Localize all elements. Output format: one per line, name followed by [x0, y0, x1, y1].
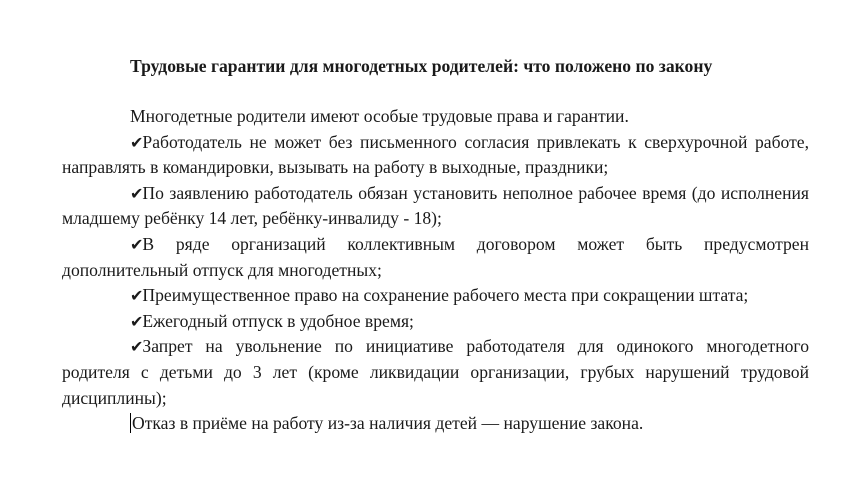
document-body — [62, 104, 809, 437]
list-item — [62, 130, 809, 181]
list-item — [62, 334, 809, 411]
list-item — [62, 309, 809, 335]
list-item-text: В ряде организаций коллективным договором может быть предусмотрен дополнительный отпуск для многодетных; — [62, 233, 809, 280]
list-item — [62, 232, 809, 283]
list-item-text: По заявлению работодатель обязан установить неполное рабочее время (до исполнения младшему ребёнку 14 лет, ребёнку-инвалиду - 18); — [62, 182, 809, 229]
list-item-text: Ежегодный отпуск в удобное время; — [142, 310, 414, 331]
check-icon: ✔ — [130, 337, 143, 357]
check-icon: ✔ — [130, 132, 143, 152]
closing-text[interactable]: Отказ в приёме на работу из-за наличия детей — нарушение закона. — [132, 413, 644, 434]
document-title: Трудовые гарантии для многодетных родителей: что положено по закону — [130, 56, 713, 76]
intro-paragraph: Многодетные родители имеют особые трудовые права и гарантии. — [130, 106, 629, 126]
text-cursor — [130, 413, 131, 433]
check-icon: ✔ — [130, 311, 143, 331]
list-item — [62, 283, 809, 309]
list-item-text: Преимущественное право на сохранение рабочего места при сокращении штата; — [142, 285, 749, 306]
list-item-text: Работодатель не может без письменного согласия привлекать к сверхурочной работе, направлять в командировки, вызывать на работу в выходные, праздники; — [62, 131, 809, 178]
list-item — [62, 181, 809, 232]
check-icon: ✔ — [130, 286, 143, 306]
closing-paragraph[interactable] — [62, 411, 809, 437]
list-item-text: Запрет на увольнение по инициативе работодателя для одинокого многодетного родителя с детьми до 3 лет (кроме ликвидации организации, грубых нарушений трудовой дисциплины); — [62, 336, 809, 408]
check-icon: ✔ — [130, 234, 143, 254]
check-icon: ✔ — [130, 183, 143, 203]
